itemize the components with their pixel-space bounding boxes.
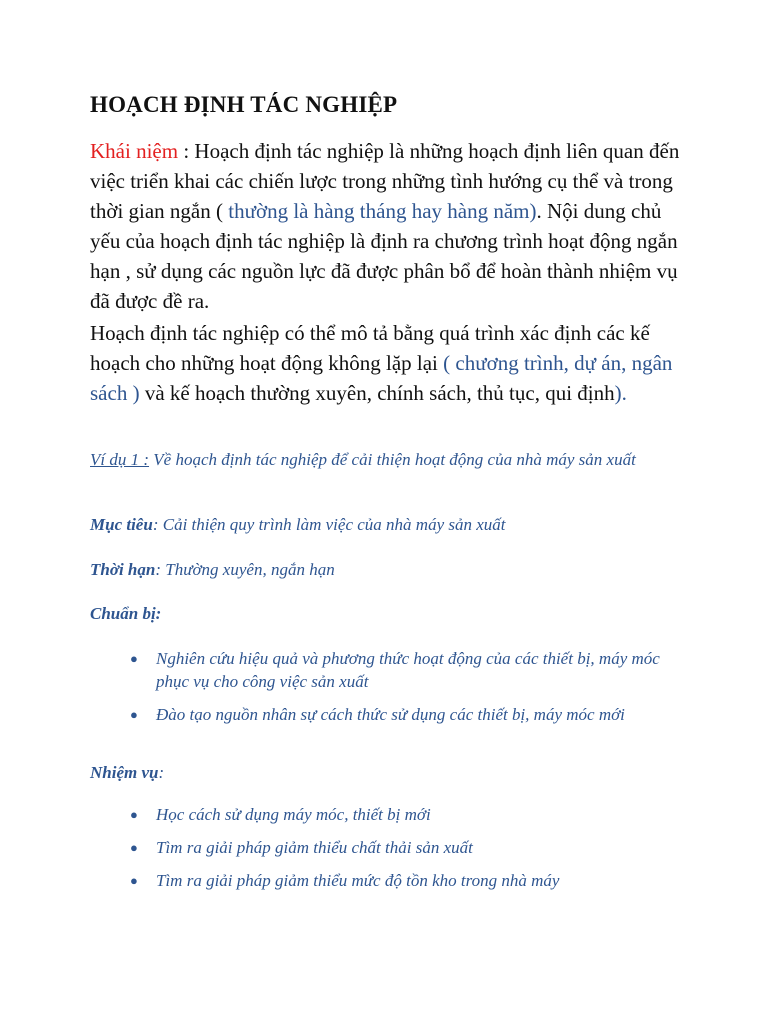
concept-label: Khái niệm bbox=[90, 139, 179, 163]
bullet-icon: ● bbox=[130, 807, 138, 822]
example-label: Ví dụ 1 : bbox=[90, 450, 150, 469]
goal-text: : Cải thiện quy trình làm việc của nhà máy sản xuất bbox=[152, 515, 506, 534]
list-item bbox=[130, 836, 690, 859]
list-item bbox=[130, 869, 690, 892]
document-title: HOẠCH ĐỊNH TÁC NGHIỆP bbox=[90, 92, 398, 117]
list-item-text: Học cách sử dụng máy móc, thiết bị mới bbox=[156, 805, 431, 824]
bullet-icon: ● bbox=[130, 707, 138, 722]
preparation-label: Chuẩn bị: bbox=[90, 604, 162, 623]
example-text: Về hoạch định tác nghiệp để cải thiện hoạt động của nhà máy sản xuất bbox=[149, 450, 636, 469]
bullet-icon: ● bbox=[130, 840, 138, 855]
bullet-icon: ● bbox=[130, 873, 138, 888]
list-item-text: Tìm ra giải pháp giảm thiểu chất thải sản xuất bbox=[156, 838, 473, 857]
description-text-a: Hoạch định tác nghiệp có thể mô tả bằng quá trình xác định các kế hoạch cho những hoạt động không lặp lại bbox=[90, 321, 650, 375]
description-text-b: và kế hoạch thường xuyên, chính sách, thủ tục, qui định bbox=[139, 381, 615, 405]
deadline-text: : Thường xuyên, ngắn hạn bbox=[155, 560, 335, 579]
preparation-heading bbox=[90, 602, 710, 625]
list-item bbox=[130, 703, 690, 726]
tasks-list bbox=[130, 803, 690, 892]
tasks-heading bbox=[90, 761, 710, 784]
list-item-text: Tìm ra giải pháp giảm thiểu mức độ tồn kho trong nhà máy bbox=[156, 871, 560, 890]
bullet-icon: ● bbox=[130, 651, 138, 666]
description-paragraph bbox=[90, 318, 690, 408]
concept-highlight: thường là hàng tháng hay hàng năm) bbox=[223, 199, 537, 223]
list-item bbox=[130, 647, 690, 693]
list-item-text: Nghiên cứu hiệu quả và phương thức hoạt động của các thiết bị, máy móc phục vụ cho công việc sản xuất bbox=[156, 649, 660, 691]
concept-text-b: . Nội dung chủ yếu của hoạch định tác nghiệp là định ra chương trình hoạt động ngắn hạn , sử dụng các nguồn lực đã được phân bổ để hoàn thành nhiệm vụ đã được đề ra. bbox=[90, 199, 678, 313]
concept-text-a: : Hoạch định tác nghiệp là những hoạch định liên quan đến việc triển khai các chiến lược trong những tình hướng cụ thể và trong thời gian ngắn ( bbox=[90, 139, 680, 223]
description-highlight-a: ( chương trình, dự án, ngân sách ) bbox=[90, 351, 673, 405]
goal-label: Mục tiêu bbox=[90, 515, 153, 534]
preparation-list bbox=[130, 647, 690, 726]
deadline-line bbox=[90, 558, 710, 581]
goal-line bbox=[90, 513, 710, 536]
tasks-label-suffix: : bbox=[158, 763, 165, 782]
example-heading bbox=[90, 448, 710, 471]
description-highlight-b: ). bbox=[614, 381, 627, 405]
deadline-label: Thời hạn bbox=[90, 560, 156, 579]
concept-paragraph bbox=[90, 136, 690, 316]
list-item-text: Đào tạo nguồn nhân sự cách thức sử dụng các thiết bị, máy móc mới bbox=[156, 705, 625, 724]
tasks-label: Nhiệm vụ bbox=[90, 763, 159, 782]
list-item bbox=[130, 803, 690, 826]
